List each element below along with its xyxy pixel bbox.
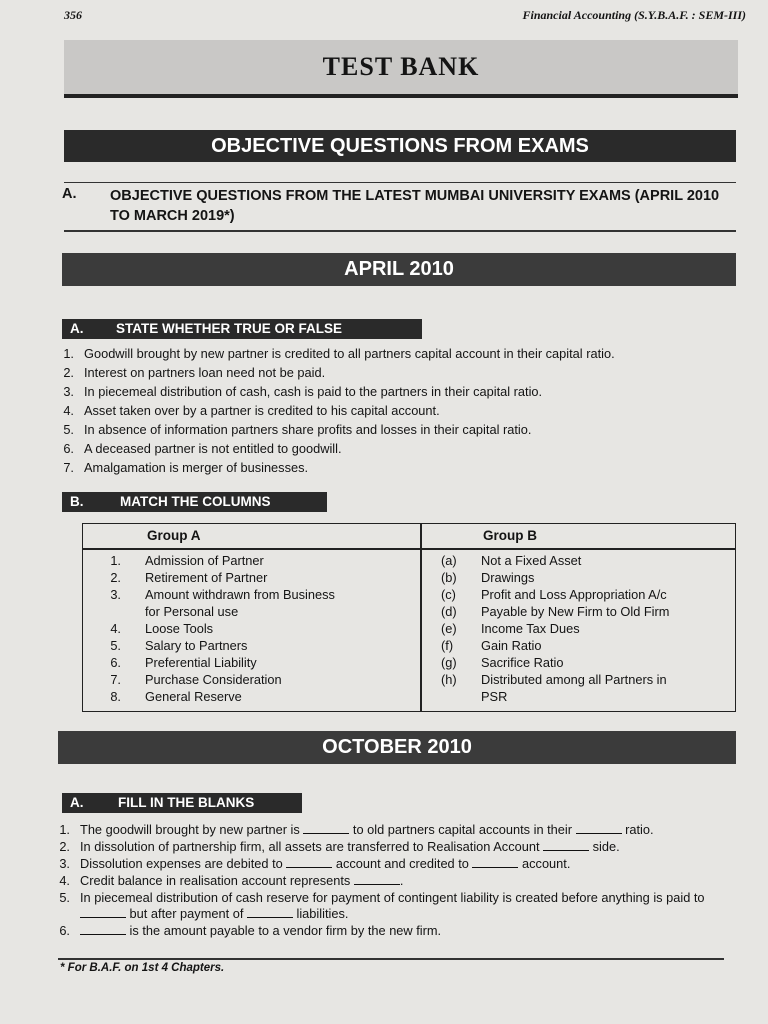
item-number: 4. [59,873,70,888]
group-a-item: Salary to Partners [145,638,248,653]
group-b-letter: (a) [441,553,457,568]
group-a-number: 2. [110,570,121,585]
item-text-part: to old partners capital accounts in their [349,822,576,837]
section-a-label: A. [62,186,77,202]
match-table [82,523,736,712]
fill-blank-item [58,822,748,838]
item-text-part: liabilities. [292,906,349,921]
header-divider [83,548,735,550]
item-text-part: . [399,873,404,888]
group-b-header: Group B [483,528,537,543]
true-false-title: STATE WHETHER TRUE OR FALSE [116,321,342,336]
item-number: 2. [59,839,70,854]
true-false-item [58,382,748,401]
group-b-item: Gain Ratio [481,638,542,653]
group-b-letter: (e) [441,621,457,636]
true-false-item [58,439,748,458]
match-title: MATCH THE COLUMNS [120,494,271,509]
group-b-letter: (h) [441,672,457,687]
fill-blank-item [58,873,748,889]
item-number: 5. [63,422,74,437]
group-a-item: Purchase Consideration [145,672,282,687]
true-false-item [58,420,748,439]
group-a-item: General Reserve [145,689,242,704]
test-bank-title: TEST BANK [322,52,480,81]
running-header: Financial Accounting (S.Y.B.A.F. : SEM-III) [522,8,746,22]
group-a-number: 7. [110,672,121,687]
fill-blank-item [58,856,748,872]
blank-line [472,857,518,868]
footnote: * For B.A.F. on 1st 4 Chapters. [60,962,225,974]
group-b-item: Sacrifice Ratio [481,655,564,670]
item-number: 3. [63,384,74,399]
item-text: In piecemeal distribution of cash, cash is paid to the partners in their capital ratio. [84,384,543,399]
true-false-item [58,458,748,477]
group-a-item: Loose Tools [145,621,214,636]
item-number: 2. [63,365,74,380]
true-false-list [58,344,748,477]
item-text: Interest on partners loan need not be paid. [84,365,326,380]
blank-line [303,823,349,834]
group-b-letter: (g) [441,655,457,670]
group-a-number: 4. [110,621,121,636]
item-text: In absence of information partners share profits and losses in their capital ratio. [84,422,532,437]
true-false-item [58,344,748,363]
blank-line [247,907,293,918]
group-b-item: PSR [481,689,508,704]
item-text-part: but after payment of [126,906,247,921]
item-text [80,856,730,872]
footnote-divider [58,958,724,960]
group-b-letter: (c) [441,587,456,602]
fill-blanks-heading [62,793,302,813]
group-a-item: Admission of Partner [145,553,264,568]
fill-blanks-list [58,822,748,940]
october-2010-heading: OCTOBER 2010 [58,731,736,764]
group-b-item: Drawings [481,570,535,585]
blank-line [543,840,589,851]
group-b-letter: (d) [441,604,457,619]
group-b-letter: (b) [441,570,457,585]
blank-line [80,924,126,935]
fill-blank-item [58,890,748,922]
group-b-item: Payable by New Firm to Old Firm [481,604,670,619]
item-text-part: Credit balance in realisation account represents [80,873,354,888]
test-bank-banner [64,40,738,98]
blank-line [80,907,126,918]
group-a-number: 5. [110,638,121,653]
item-text-part: In piecemeal distribution of cash reserve for payment of contingent liability is created before anything is paid to [80,890,705,905]
item-text-part: account. [518,856,571,871]
item-text [80,839,730,855]
group-b-item: Distributed among all Partners in [481,672,667,687]
item-text-part: Dissolution expenses are debited to [80,856,287,871]
group-a-item: Retirement of Partner [145,570,268,585]
group-a-item: for Personal use [145,604,239,619]
blank-line [286,857,332,868]
group-a-number: 6. [110,655,121,670]
item-number: 5. [59,890,70,905]
item-text [80,890,730,922]
fill-blank-item [58,839,748,855]
group-b-letter: (f) [441,638,454,653]
true-false-label: A. [70,321,84,336]
group-a-number: 8. [110,689,121,704]
group-a-number: 3. [110,587,121,602]
item-text-part: side. [589,839,620,854]
item-text: A deceased partner is not entitled to goodwill. [84,441,342,456]
item-text [80,873,730,889]
true-false-item [58,401,748,420]
true-false-heading [62,319,422,339]
item-number: 1. [59,822,70,837]
match-columns-heading [62,492,327,512]
item-text: Asset taken over by a partner is credited to his capital account. [84,403,440,418]
item-text: Goodwill brought by new partner is credited to all partners capital account in their capital ratio. [84,346,615,361]
fill-blanks-title: FILL IN THE BLANKS [118,795,255,810]
objective-questions-heading: OBJECTIVE QUESTIONS FROM EXAMS [64,130,736,162]
blank-line [576,823,622,834]
item-number: 6. [63,441,74,456]
group-b-item: Not a Fixed Asset [481,553,582,568]
fill-blank-item [58,923,748,939]
item-number: 4. [63,403,74,418]
group-a-header: Group A [147,528,201,543]
item-text [80,923,730,939]
item-text [80,822,730,838]
item-number: 1. [63,346,74,361]
page-number: 356 [64,8,82,22]
blank-line [354,874,400,885]
match-label: B. [70,494,84,509]
divider [64,230,736,232]
item-text-part: account and credited to [332,856,473,871]
april-2010-heading: APRIL 2010 [62,253,736,286]
group-a-number: 1. [110,553,121,568]
group-b-item: Income Tax Dues [481,621,580,636]
item-number: 3. [59,856,70,871]
item-text-part: The goodwill brought by new partner is [80,822,304,837]
item-text-part: ratio. [621,822,654,837]
item-number: 7. [63,460,74,475]
item-text-part: is the amount payable to a vendor firm by the new firm. [126,923,442,938]
fill-blanks-label: A. [70,795,84,810]
column-divider [420,524,422,711]
group-b-item: Profit and Loss Appropriation A/c [481,587,667,602]
true-false-item [58,363,748,382]
item-text-part: In dissolution of partnership firm, all assets are transferred to Realisation Account [80,839,544,854]
item-text: Amalgamation is merger of businesses. [84,460,309,475]
item-number: 6. [59,923,70,938]
divider [64,182,736,183]
group-a-item: Preferential Liability [145,655,257,670]
group-a-item: Amount withdrawn from Business [145,587,335,602]
section-a-text: OBJECTIVE QUESTIONS FROM THE LATEST MUMBAI UNIVERSITY EXAMS (APRIL 2010 TO MARCH 2019*) [110,188,720,224]
